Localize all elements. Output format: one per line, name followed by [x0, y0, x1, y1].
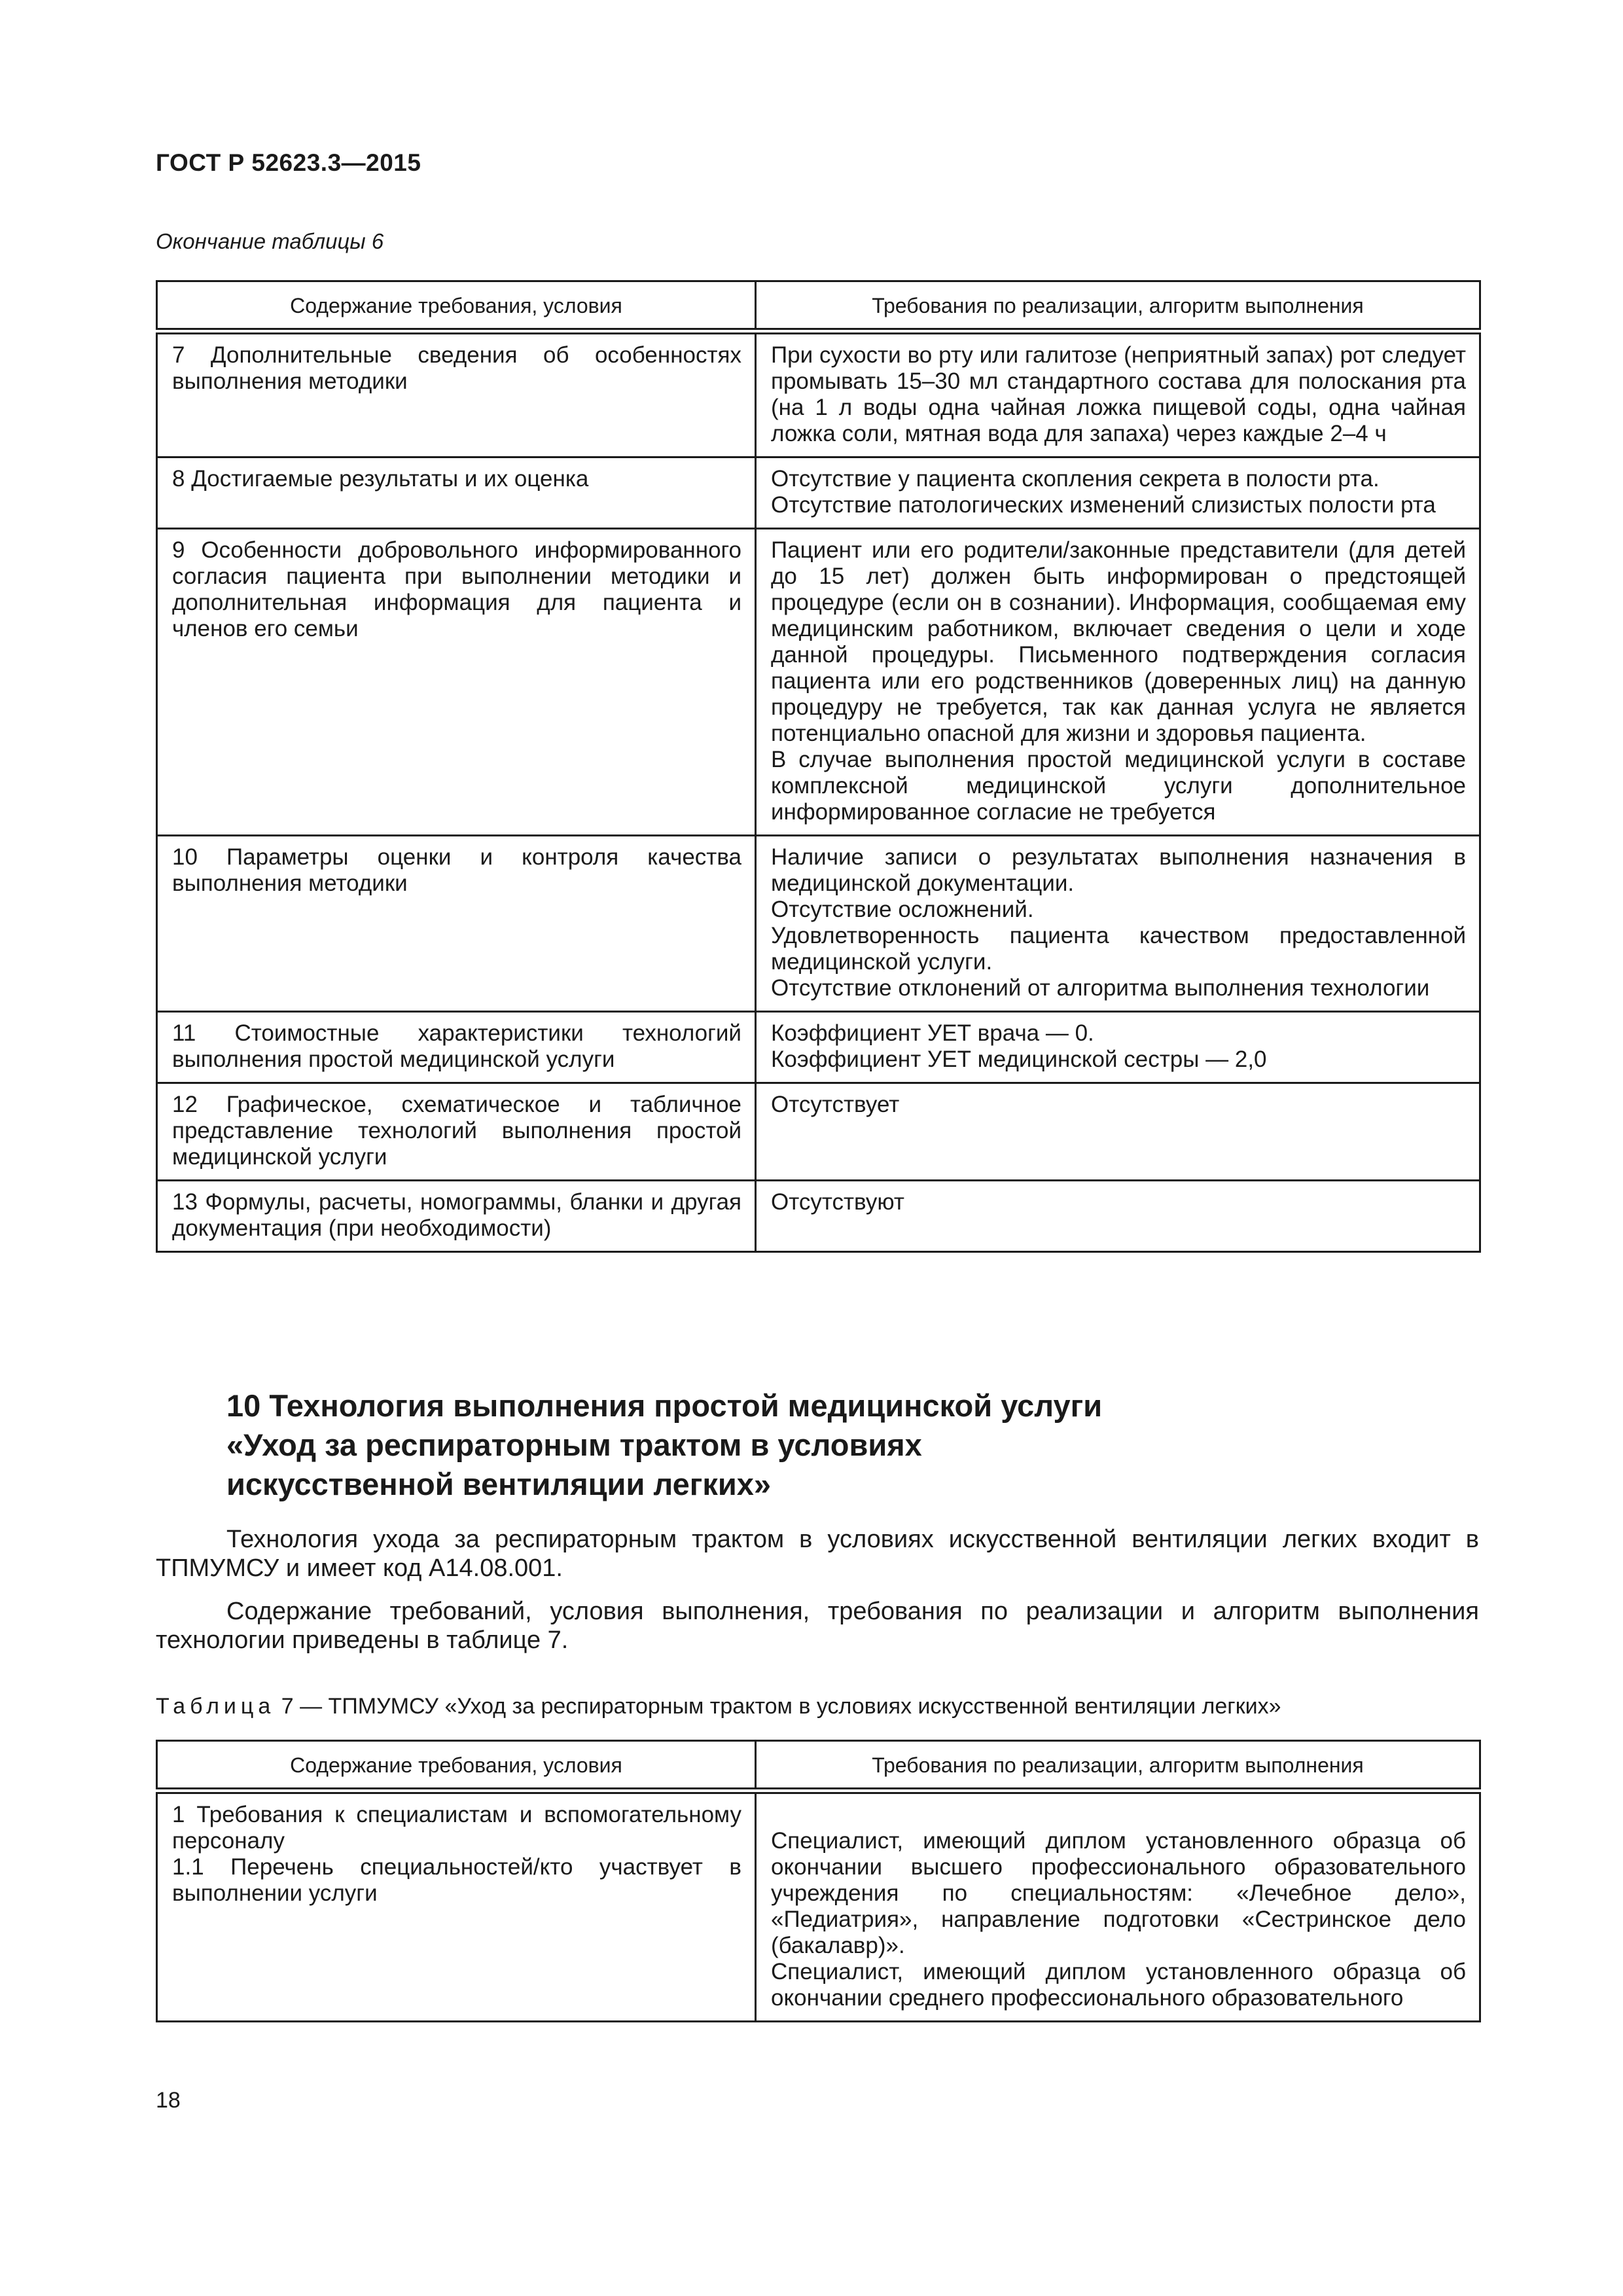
table-header-row: [157, 1741, 1480, 1791]
section-paragraph: Содержание требований, условия выполнения, требования по реализации и алгоритм выполнения технологии приведены в таблице 7.: [156, 1598, 1479, 1654]
column-header-implementation: Требования по реализации, алгоритм выполнения: [756, 281, 1480, 332]
table-cell-implementation: [756, 1791, 1480, 2022]
table-row: [157, 1181, 1480, 1252]
cell-line: Пациент или его родители/законные представители (для детей до 15 лет) должен быть информирован о предстоящей процедуре (если он в сознании). Информация, сообщаемая ему медицинским работником, включает сведения о цели и ходе данной процедуры. Письменного подтверждения согласия пациента или его родственников (доверенных лиц) на данную процедуру не требуется, так как данная услуга не является потенциально опасной для жизни и здоровья пациента.: [771, 537, 1466, 746]
cell-spacer: [771, 1802, 1466, 1828]
table-cell-implementation: Отсутствует: [756, 1083, 1480, 1181]
table-row: [157, 1012, 1480, 1083]
table-7-caption-label: Таблица: [156, 1694, 276, 1719]
page-number: 18: [156, 2088, 181, 2113]
cell-line: 1.1 Перечень специальностей/кто участвует в выполнении услуги: [172, 1854, 741, 1906]
cell-line: Отсутствие патологических изменений слизистых полости рта: [771, 492, 1436, 518]
table-7: [156, 1740, 1481, 2022]
cell-line: Удовлетворенность пациента качеством предоставленной медицинской услуги.: [771, 923, 1466, 975]
cell-line: Специалист, имеющий диплом установленного образца об окончании высшего профессионального образовательного учреждения по специальностям: «Лечебное дело», «Педиатрия», направление подготовки «Сестринское дело (бакалавр)».: [771, 1828, 1466, 1958]
table-cell-implementation: [756, 836, 1480, 1012]
cell-line: Отсутствие отклонений от алгоритма выполнения технологии: [771, 975, 1430, 1001]
table-cell-implementation: Отсутствуют: [756, 1181, 1480, 1252]
column-header-requirement: Содержание требования, условия: [157, 281, 756, 332]
cell-line: Наличие записи о результатах выполнения назначения в медицинской документации.: [771, 844, 1466, 896]
table-row: [157, 529, 1480, 836]
table-7-caption-text: 7 — ТПМУМСУ «Уход за респираторным трактом в условиях искусственной вентиляции легких»: [275, 1694, 1281, 1719]
table-row: [157, 1791, 1480, 2022]
table-header-row: [157, 281, 1480, 332]
table-row: [157, 836, 1480, 1012]
section-paragraph: Технология ухода за респираторным трактом в условиях искусственной вентиляции легких входит в ТПМУМСУ и имеет код А14.08.001.: [156, 1526, 1479, 1582]
cell-line: 1 Требования к специалистам и вспомогательному персоналу: [172, 1802, 741, 1854]
table-6: [156, 280, 1481, 1253]
cell-line: Специалист, имеющий диплом установленного образца об окончании среднего профессионального образовательного: [771, 1959, 1466, 2011]
section-10-title: [226, 1386, 1102, 1504]
table-cell-implementation: При сухости во рту или галитозе (неприятный запах) рот следует промывать 15–30 мл стандартного состава для полоскания рта (на 1 л воды одна чайная ложка пищевой соды, одна чайная ложка соли, мятная вода для запаха) через каждые 2–4 ч: [756, 331, 1480, 457]
table-cell-implementation: [756, 457, 1480, 529]
table-cell-requirement: 12 Графическое, схематическое и табличное представление технологий выполнения простой медицинской услуги: [157, 1083, 756, 1181]
table-cell-requirement: 8 Достигаемые результаты и их оценка: [157, 457, 756, 529]
cell-line: Коэффициент УЕТ врача — 0.: [771, 1020, 1094, 1046]
table-row: [157, 457, 1480, 529]
table-6-continuation-caption: Окончание таблицы 6: [156, 229, 384, 253]
table-row: [157, 1083, 1480, 1181]
table-cell-requirement: 7 Дополнительные сведения об особенностях выполнения методики: [157, 331, 756, 457]
section-title-line: искусственной вентиляции легких»: [226, 1467, 772, 1501]
cell-line: Коэффициент УЕТ медицинской сестры — 2,0: [771, 1047, 1267, 1072]
table-cell-requirement: 9 Особенности добровольного информированного согласия пациента при выполнении методики и дополнительная информация для пациента и членов его семьи: [157, 529, 756, 836]
cell-line: В случае выполнения простой медицинской услуги в составе комплексной медицинской услуги дополнительное информированное согласие не требуется: [771, 747, 1466, 825]
table-cell-requirement: 10 Параметры оценки и контроля качества выполнения методики: [157, 836, 756, 1012]
column-header-requirement: Содержание требования, условия: [157, 1741, 756, 1791]
table-row: [157, 331, 1480, 457]
table-cell-requirement: [157, 1791, 756, 2022]
table-7-caption: [156, 1694, 1281, 1719]
section-title-line: «Уход за респираторным трактом в условиях: [226, 1427, 922, 1462]
table-cell-implementation: [756, 529, 1480, 836]
document-standard-header: ГОСТ Р 52623.3—2015: [156, 149, 421, 176]
cell-line: Отсутствие осложнений.: [771, 897, 1034, 922]
table-cell-requirement: 11 Стоимостные характеристики технологий выполнения простой медицинской услуги: [157, 1012, 756, 1083]
table-cell-requirement: 13 Формулы, расчеты, номограммы, бланки и другая документация (при необходимости): [157, 1181, 756, 1252]
section-title-line: 10 Технология выполнения простой медицинской услуги: [226, 1388, 1103, 1423]
table-cell-implementation: [756, 1012, 1480, 1083]
column-header-implementation: Требования по реализации, алгоритм выполнения: [756, 1741, 1480, 1791]
cell-line: Отсутствие у пациента скопления секрета в полости рта.: [771, 466, 1380, 492]
